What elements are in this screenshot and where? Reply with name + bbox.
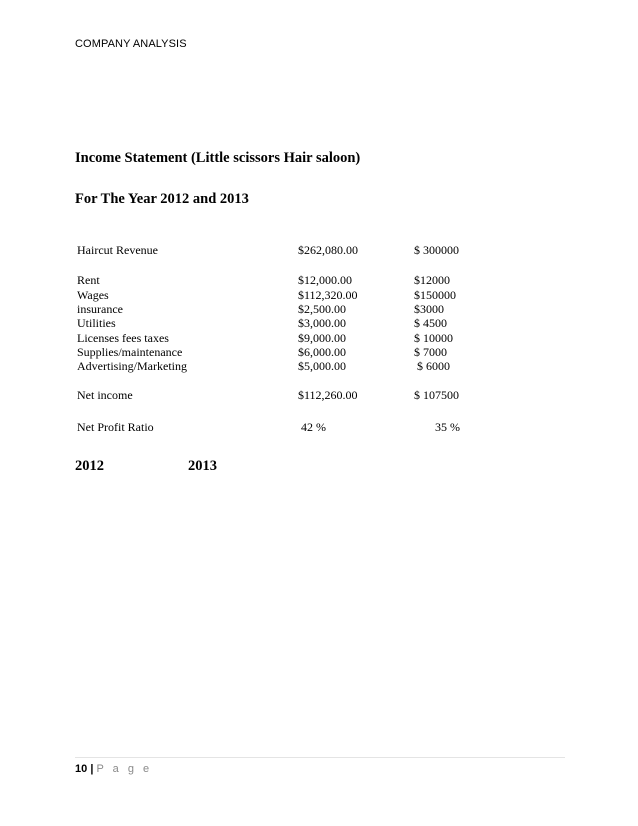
value-2012: $3,000.00 [298,316,346,330]
year-2012-label: 2012 [75,458,104,474]
table-row [77,316,497,331]
value-2013: $ 4500 [414,316,447,330]
value-2012: $6,000.00 [298,345,346,359]
value-2013: $150000 [414,288,456,302]
value-2013: $ 7000 [414,345,447,359]
value-2013: $12000 [414,273,450,287]
value-2013: $ 300000 [414,243,459,257]
value-2012: $112,320.00 [298,288,358,302]
table-row [77,243,497,258]
page-header: COMPANY ANALYSIS [75,38,187,50]
row-label: Wages [77,288,109,302]
row-label: Haircut Revenue [77,243,158,257]
row-label: Advertising/Marketing [77,359,187,373]
table-row [77,288,497,303]
table-row [77,388,497,403]
row-label: insurance [77,302,123,316]
row-label: Net income [77,388,133,402]
value-2013: 35 % [414,420,460,434]
value-2013: $ 107500 [414,388,459,402]
value-2013: $ 10000 [414,331,453,345]
row-label: Supplies/maintenance [77,345,183,359]
footer-separator: | [90,763,94,775]
table-row [77,420,497,435]
row-label: Rent [77,273,100,287]
table-row [77,302,497,317]
table-row [77,359,497,374]
table-row [77,345,497,360]
value-2012: $5,000.00 [298,359,346,373]
document-subtitle: For The Year 2012 and 2013 [75,191,249,207]
value-2013: $ 6000 [414,359,450,373]
page-label: P a g e [96,763,153,775]
row-label: Utilities [77,316,116,330]
value-2012: $112,260.00 [298,388,358,402]
page-footer [75,763,152,775]
value-2012: 42 % [298,420,326,434]
page-number: 10 [75,763,88,775]
table-row [77,273,497,288]
row-label: Net Profit Ratio [77,420,154,434]
document-title: Income Statement (Little scissors Hair saloon) [75,150,361,166]
value-2012: $2,500.00 [298,302,346,316]
value-2012: $9,000.00 [298,331,346,345]
year-2013-label: 2013 [188,458,217,474]
value-2012: $262,080.00 [298,243,358,257]
value-2012: $12,000.00 [298,273,352,287]
row-label: Licenses fees taxes [77,331,169,345]
table-row [77,331,497,346]
value-2013: $3000 [414,302,444,316]
footer-divider [75,757,565,758]
